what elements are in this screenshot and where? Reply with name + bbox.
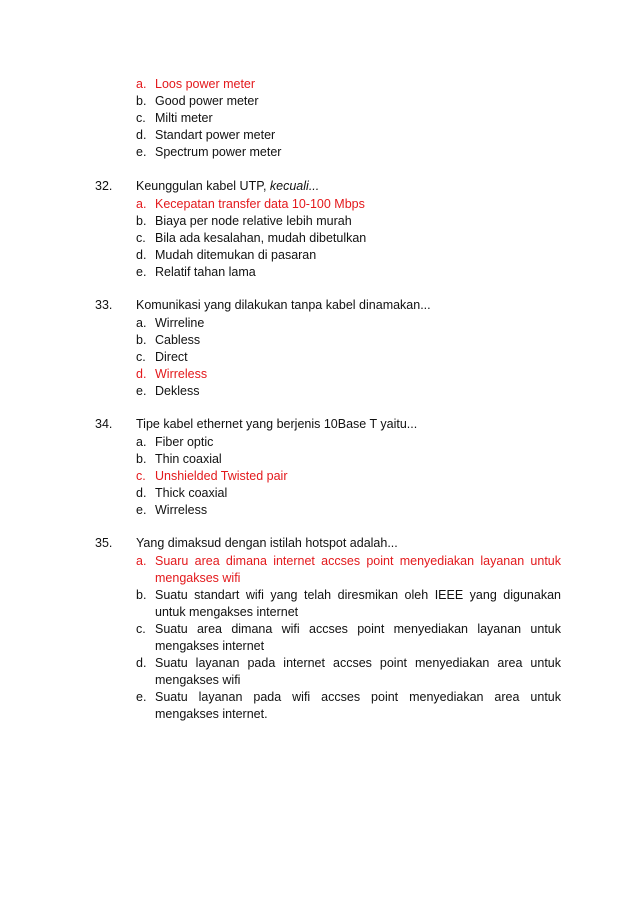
option-a: a. Suaru area dimana internet accses point menyediakan layanan untuk mengakses wifi (136, 554, 561, 585)
question-stem: Tipe kabel ethernet yang berjenis 10Base T yaitu... (136, 417, 418, 431)
option-e: e. Spectrum power meter (136, 145, 282, 159)
question-number: 35. (95, 536, 113, 550)
option-c: c. Unshielded Twisted pair (136, 469, 288, 483)
question-number: 34. (95, 417, 113, 431)
option-a: a. Fiber optic (136, 435, 214, 449)
option-b: b. Thin coaxial (136, 452, 222, 466)
option-b: b. Suatu standart wifi yang telah diresmikan oleh IEEE yang digunakan untuk mengakses internet (136, 588, 561, 619)
option-e: e. Dekless (136, 384, 200, 398)
option-e: e. Wirreless (136, 503, 208, 517)
question-stem: Komunikasi yang dilakukan tanpa kabel dinamakan... (136, 298, 431, 312)
option-a: a. Kecepatan transfer data 10-100 Mbps (136, 197, 365, 211)
option-c: c. Bila ada kesalahan, mudah dibetulkan (136, 231, 367, 245)
question-number: 32. (95, 179, 113, 193)
question-stem: Yang dimaksud dengan istilah hotspot adalah... (136, 536, 398, 550)
option-c: c. Direct (136, 350, 188, 364)
option-d: d. Wirreless (136, 367, 208, 381)
option-e: e. Suatu layanan pada wifi accses point menyediakan area untuk mengakses internet. (136, 690, 561, 721)
option-b: b. Biaya per node relative lebih murah (136, 214, 352, 228)
option-d: d. Mudah ditemukan di pasaran (136, 248, 317, 262)
option-c: c. Suatu area dimana wifi accses point menyediakan layanan untuk mengakses internet (136, 622, 561, 653)
question-number: 33. (95, 298, 113, 312)
option-a: a. Loos power meter (136, 77, 256, 91)
option-d: d. Thick coaxial (136, 486, 228, 500)
option-a: a. Wirreline (136, 316, 205, 330)
option-d: d. Suatu layanan pada internet accses point menyediakan area untuk mengakses wifi (136, 656, 561, 687)
option-d: d. Standart power meter (136, 128, 276, 142)
option-b: b. Cabless (136, 333, 201, 347)
option-e: e. Relatif tahan lama (136, 265, 256, 279)
option-b: b. Good power meter (136, 94, 259, 108)
question-stem: Keunggulan kabel UTP, kecuali... (136, 179, 320, 193)
option-c: c. Milti meter (136, 111, 213, 125)
